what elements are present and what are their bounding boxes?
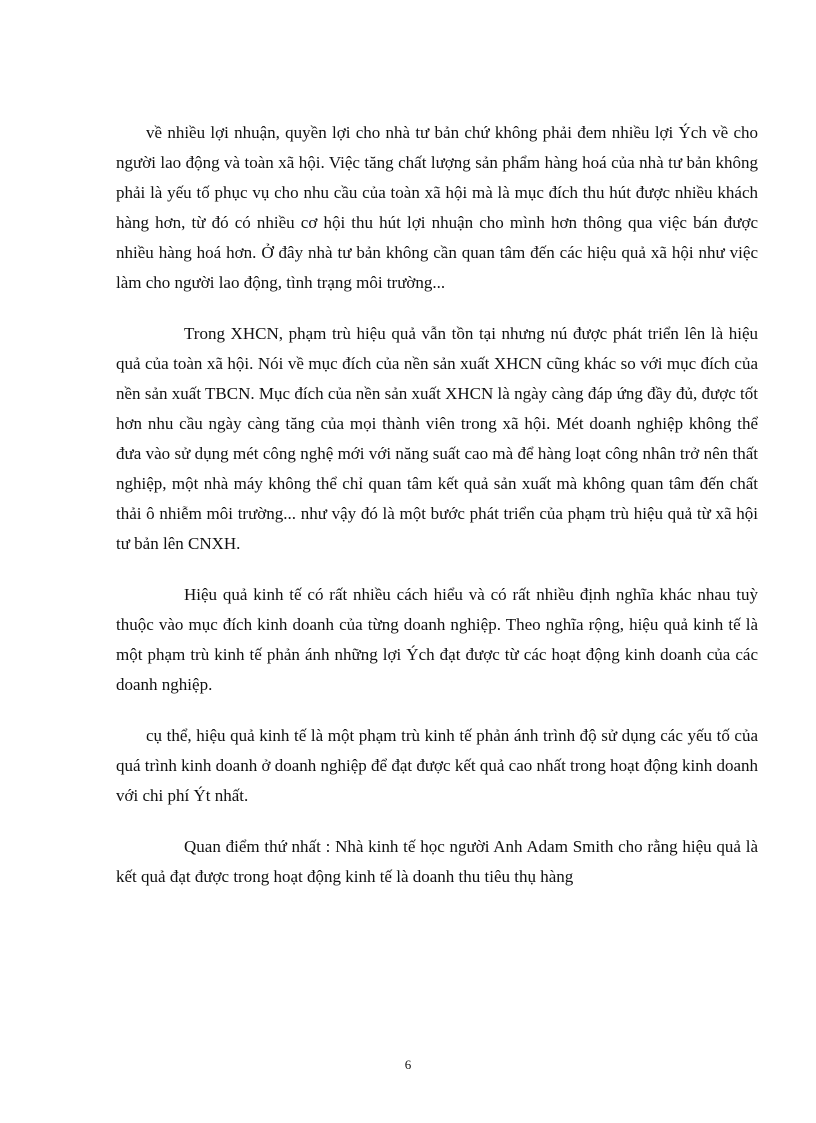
paragraph-economic-efficiency-specific: cụ thể, hiệu quả kinh tế là một phạm trù kinh tế phản ánh trình độ sử dụng các yếu tố của quá trình kinh doanh ở doanh nghiệp để đạt được kết quả cao nhất trong hoạt động kinh doanh với chi phí Ýt nhất. [116,726,758,805]
page-number: 6 [404,1057,412,1072]
paragraph-adam-smith-view: Quan điểm thứ nhất : Nhà kinh tế học người Anh Adam Smith cho rằng hiệu quả là kết quả đạt được trong hoạt động kinh tế là doanh thu tiêu thụ hàng [116,837,758,886]
paragraph-capitalist-profit: về nhiều lợi nhuận, quyền lợi cho nhà tư bản chứ không phải đem nhiều lợi Ých về cho người lao động và toàn xã hội. Việc tăng chất lượng sản phẩm hàng hoá của nhà tư bản không phải là yếu tố phục vụ cho nhu cầu của toàn xã hội mà là mục đích thu hút được nhiều khách hàng hơn, từ đó có nhiều cơ hội thu hút lợi nhuận cho mình hơn thông qua việc bán được nhiều hàng hoá hơn. Ở đây nhà tư bản không cần quan tâm đến các hiệu quả xã hội như việc làm cho người lao động, tình trạng môi trường... [116,123,758,292]
paragraph-economic-efficiency-broad: Hiệu quả kinh tế có rất nhiều cách hiểu và có rất nhiều định nghĩa khác nhau tuỳ thuộc vào mục đích kinh doanh của từng doanh nghiệp. Theo nghĩa rộng, hiệu quả kinh tế là một phạm trù kinh tế phản ánh những lợi Ých đạt được từ các hoạt động kinh doanh của các doanh nghiệp. [116,585,758,694]
document-body [116,118,758,892]
paragraph-socialist-efficiency: Trong XHCN, phạm trù hiệu quả vẫn tồn tại nhưng nú được phát triển lên là hiệu quả của toàn xã hội. Nói về mục đích của nền sản xuất XHCN cũng khác so với mục đích của nền sản xuất TBCN. Mục đích của nền sản xuất XHCN là ngày càng đáp ứng đầy đủ, được tốt hơn nhu cầu ngày càng tăng của mọi thành viên trong xã hội. Mét doanh nghiệp không thể đưa vào sử dụng mét công nghệ mới với năng suất cao mà để hàng loạt công nhân trở nên thất nghiệp, một nhà máy không thể chỉ quan tâm kết quả sản xuất mà không quan tâm đến chất thải ô nhiễm môi trường... như vậy đó là một bước phát triển của phạm trù hiệu quả từ xã hội tư bản lên CNXH. [116,324,758,553]
